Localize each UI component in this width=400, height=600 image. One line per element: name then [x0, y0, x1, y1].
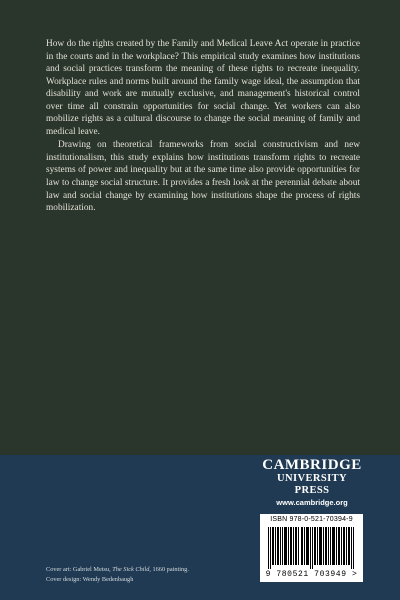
- barcode-panel: [260, 514, 363, 582]
- cover-art-title: The Sick Child: [112, 566, 150, 573]
- publisher-logo: [262, 458, 362, 508]
- back-cover-blurb: [46, 38, 360, 215]
- publisher-subname: UNIVERSITY PRESS: [277, 473, 347, 496]
- publisher-url: www.cambridge.org: [276, 498, 348, 507]
- publisher-name: CAMBRIDGE: [262, 457, 362, 473]
- barcode-digits: 9 780521 703949 >: [265, 570, 358, 579]
- cover-art-prefix: Cover art: Gabriel Metsu,: [46, 566, 113, 573]
- cover-art-credit: [46, 565, 246, 575]
- cover-art-suffix: , 1660 painting.: [149, 566, 189, 573]
- isbn-label: ISBN 978-0-521-70394-9: [270, 516, 353, 523]
- blurb-paragraph-2: Drawing on theoretical frameworks from social constructivism and new institutionalism, this study explains how institutions transform rights to recreate systems of power and inequality but at the same time also provide opportunities for law to change social structure. It provides a fresh look at the perennial debate about law and social change by examining how institutions shape the process of rights mobilization.: [46, 140, 360, 214]
- cover-design-credit: Cover design: Wendy Bedenbaugh: [46, 575, 134, 583]
- cover-credits: [46, 565, 246, 584]
- blurb-paragraph-1: How do the rights created by the Family and Medical Leave Act operate in practice in the courts and in the workplace? This empirical study examines how institutions and social practices transform the meaning of these rights to recreate inequality. Workplace rules and norms built around the family wage ideal, the assumption that disability and work are mutually exclusive, and management's historical control over time all constrain opportunities for social change. Yet workers can also mobilize rights as a cultural discourse to change the social meaning of family and medical leave.: [46, 39, 360, 137]
- barcode-icon: [268, 527, 356, 569]
